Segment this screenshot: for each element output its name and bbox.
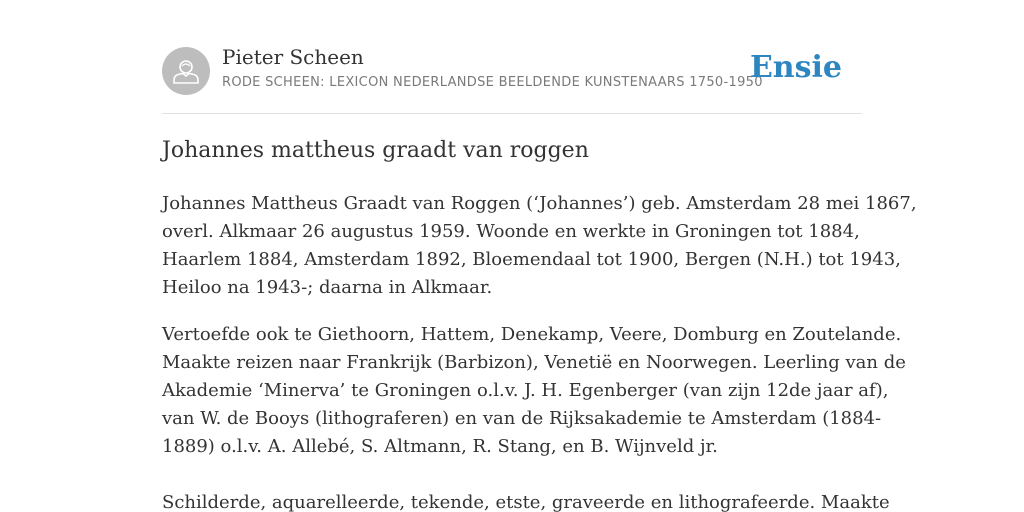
body-line: Johannes Mattheus Graadt van Roggen (‘Johannes’) geb. Amsterdam 28 mei 1867,: [162, 193, 917, 214]
body-line: van W. de Booys (lithograferen) en van de Rijksakademie te Amsterdam (1884-: [162, 408, 882, 429]
user-silhouette-icon: [162, 47, 210, 95]
page-title: Johannes mattheus graadt van roggen: [162, 138, 589, 163]
article-header: [162, 0, 862, 114]
brand-logo[interactable]: Ensie: [749, 50, 842, 85]
body-line: Vertoefde ook te Giethoorn, Hattem, Denekamp, Veere, Domburg en Zoutelande.: [162, 324, 902, 345]
body-line: overl. Alkmaar 26 augustus 1959. Woonde en werkte in Groningen tot 1884,: [162, 221, 860, 242]
author-name[interactable]: Pieter Scheen: [222, 45, 364, 69]
body-line: Haarlem 1884, Amsterdam 1892, Bloemendaal tot 1900, Bergen (N.H.) tot 1943,: [162, 249, 901, 270]
author-avatar[interactable]: [162, 47, 210, 95]
body-line: 1889) o.l.v. A. Allebé, S. Altmann, R. Stang, en B. Wijnveld jr.: [162, 436, 718, 457]
author-source[interactable]: RODE SCHEEN: LEXICON NEDERLANDSE BEELDENDE KUNSTENAARS 1750-1950: [222, 75, 763, 90]
page: [162, 0, 917, 512]
body-line: Akademie ‘Minerva’ te Groningen o.l.v. J. H. Egenberger (van zijn 12de jaar af),: [162, 380, 889, 401]
article-body: [162, 190, 917, 512]
body-line: Maakte reizen naar Frankrijk (Barbizon), Venetië en Noorwegen. Leerling van de: [162, 352, 906, 373]
body-line: Heiloo na 1943-; daarna in Alkmaar.: [162, 277, 493, 298]
paragraph-gap: [162, 302, 862, 321]
paragraph-gap: [162, 461, 862, 489]
body-line: Schilderde, aquarelleerde, tekende, etste, graveerde en lithografeerde. Maakte: [162, 492, 890, 512]
